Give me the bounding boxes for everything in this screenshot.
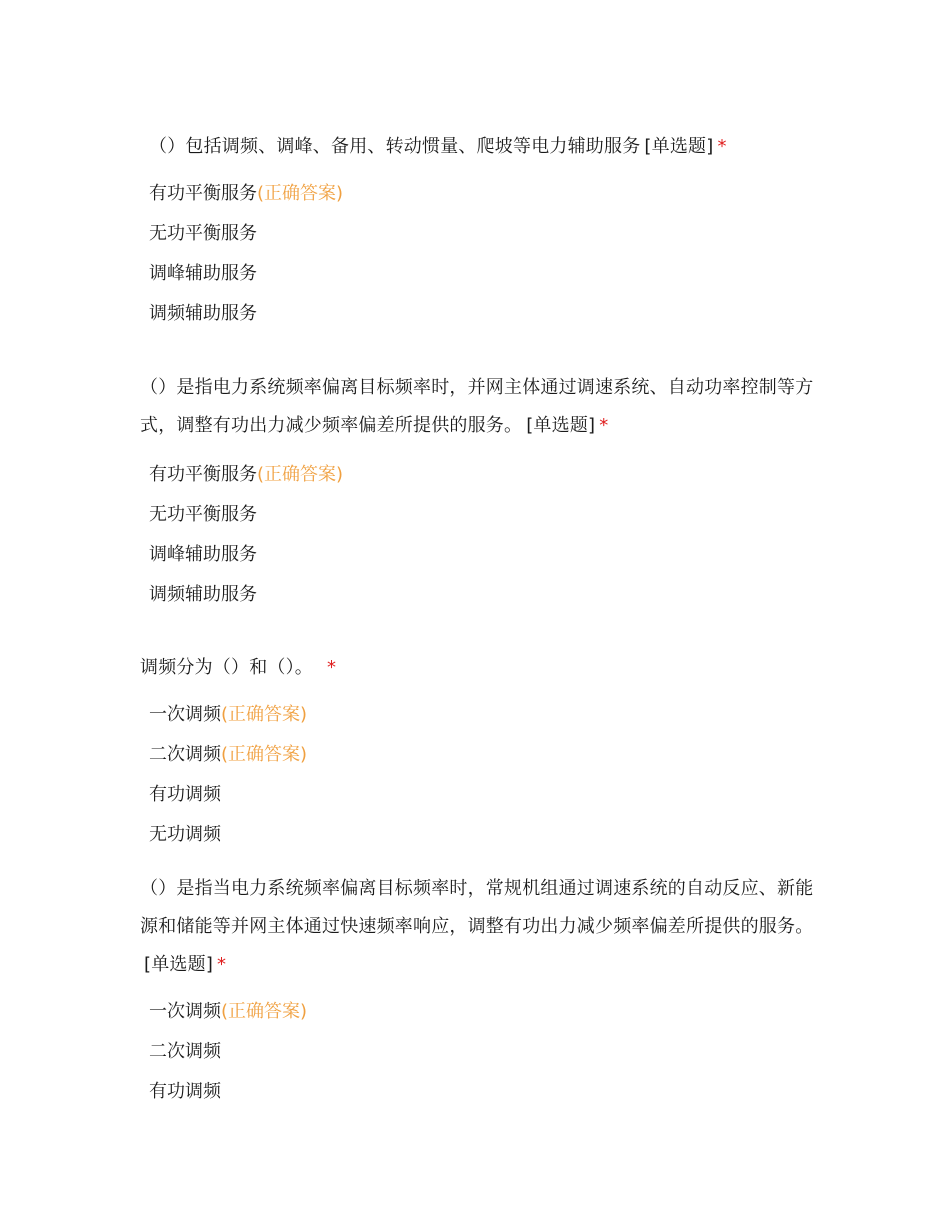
- option-item: [140, 294, 820, 334]
- option-item: [140, 254, 820, 294]
- question-stem: [140, 649, 820, 687]
- option-list: [140, 455, 820, 615]
- question-type-tag: [单选题]: [526, 415, 596, 436]
- correct-answer-mark: (正确答案): [221, 744, 308, 765]
- option-text: 二次调频: [149, 1041, 221, 1062]
- required-mark: *: [599, 415, 609, 436]
- option-item: [140, 535, 820, 575]
- option-item: [140, 575, 820, 615]
- option-text: 一次调频: [149, 1001, 221, 1022]
- option-item: [140, 174, 820, 214]
- option-text: 调频辅助服务: [149, 303, 257, 324]
- question-text: （）包括调频、调峰、备用、转动惯量、爬坡等电力辅助服务: [149, 136, 641, 157]
- question-3: [140, 649, 820, 855]
- question-type-tag: [单选题]: [644, 136, 714, 157]
- correct-answer-mark: (正确答案): [221, 1001, 308, 1022]
- option-text: 调峰辅助服务: [149, 544, 257, 565]
- question-2: [140, 369, 820, 615]
- question-text: 调频分为（）和（）。: [140, 657, 313, 678]
- option-list: [140, 695, 820, 855]
- question-type-tag: [单选题]: [144, 954, 214, 975]
- option-text: 一次调频: [149, 704, 221, 725]
- correct-answer-mark: (正确答案): [257, 183, 344, 204]
- correct-answer-mark: (正确答案): [257, 464, 344, 485]
- option-item: [140, 695, 820, 735]
- required-mark: *: [717, 136, 727, 157]
- option-item: [140, 992, 820, 1032]
- option-item: [140, 1032, 820, 1072]
- question-1: [140, 128, 820, 334]
- option-text: 无功调频: [149, 824, 221, 845]
- question-stem: [140, 870, 820, 984]
- option-list: [140, 992, 820, 1112]
- option-item: [140, 214, 820, 254]
- question-4: [140, 870, 820, 1112]
- question-stem: [140, 369, 820, 445]
- option-item: [140, 1072, 820, 1112]
- option-text: 有功调频: [149, 784, 221, 805]
- question-text: （）是指电力系统频率偏离目标频率时，并网主体通过调速系统、自动功率控制等方式，调整有功出力减少频率偏差所提供的服务。: [140, 377, 814, 436]
- option-item: [140, 735, 820, 775]
- option-text: 调频辅助服务: [149, 584, 257, 605]
- required-mark: *: [217, 954, 227, 975]
- required-mark: *: [327, 657, 337, 678]
- option-list: [140, 174, 820, 334]
- option-text: 有功平衡服务: [149, 183, 257, 204]
- option-text: 二次调频: [149, 744, 221, 765]
- option-text: 有功调频: [149, 1081, 221, 1102]
- option-text: 无功平衡服务: [149, 223, 257, 244]
- question-text: （）是指当电力系统频率偏离目标频率时，常规机组通过调速系统的自动反应、新能源和储能等并网主体通过快速频率响应，调整有功出力减少频率偏差所提供的服务。: [140, 878, 814, 937]
- option-item: [140, 495, 820, 535]
- question-stem: [140, 128, 820, 166]
- option-item: [140, 775, 820, 815]
- option-text: 有功平衡服务: [149, 464, 257, 485]
- option-text: 调峰辅助服务: [149, 263, 257, 284]
- correct-answer-mark: (正确答案): [221, 704, 308, 725]
- option-item: [140, 815, 820, 855]
- option-item: [140, 455, 820, 495]
- option-text: 无功平衡服务: [149, 504, 257, 525]
